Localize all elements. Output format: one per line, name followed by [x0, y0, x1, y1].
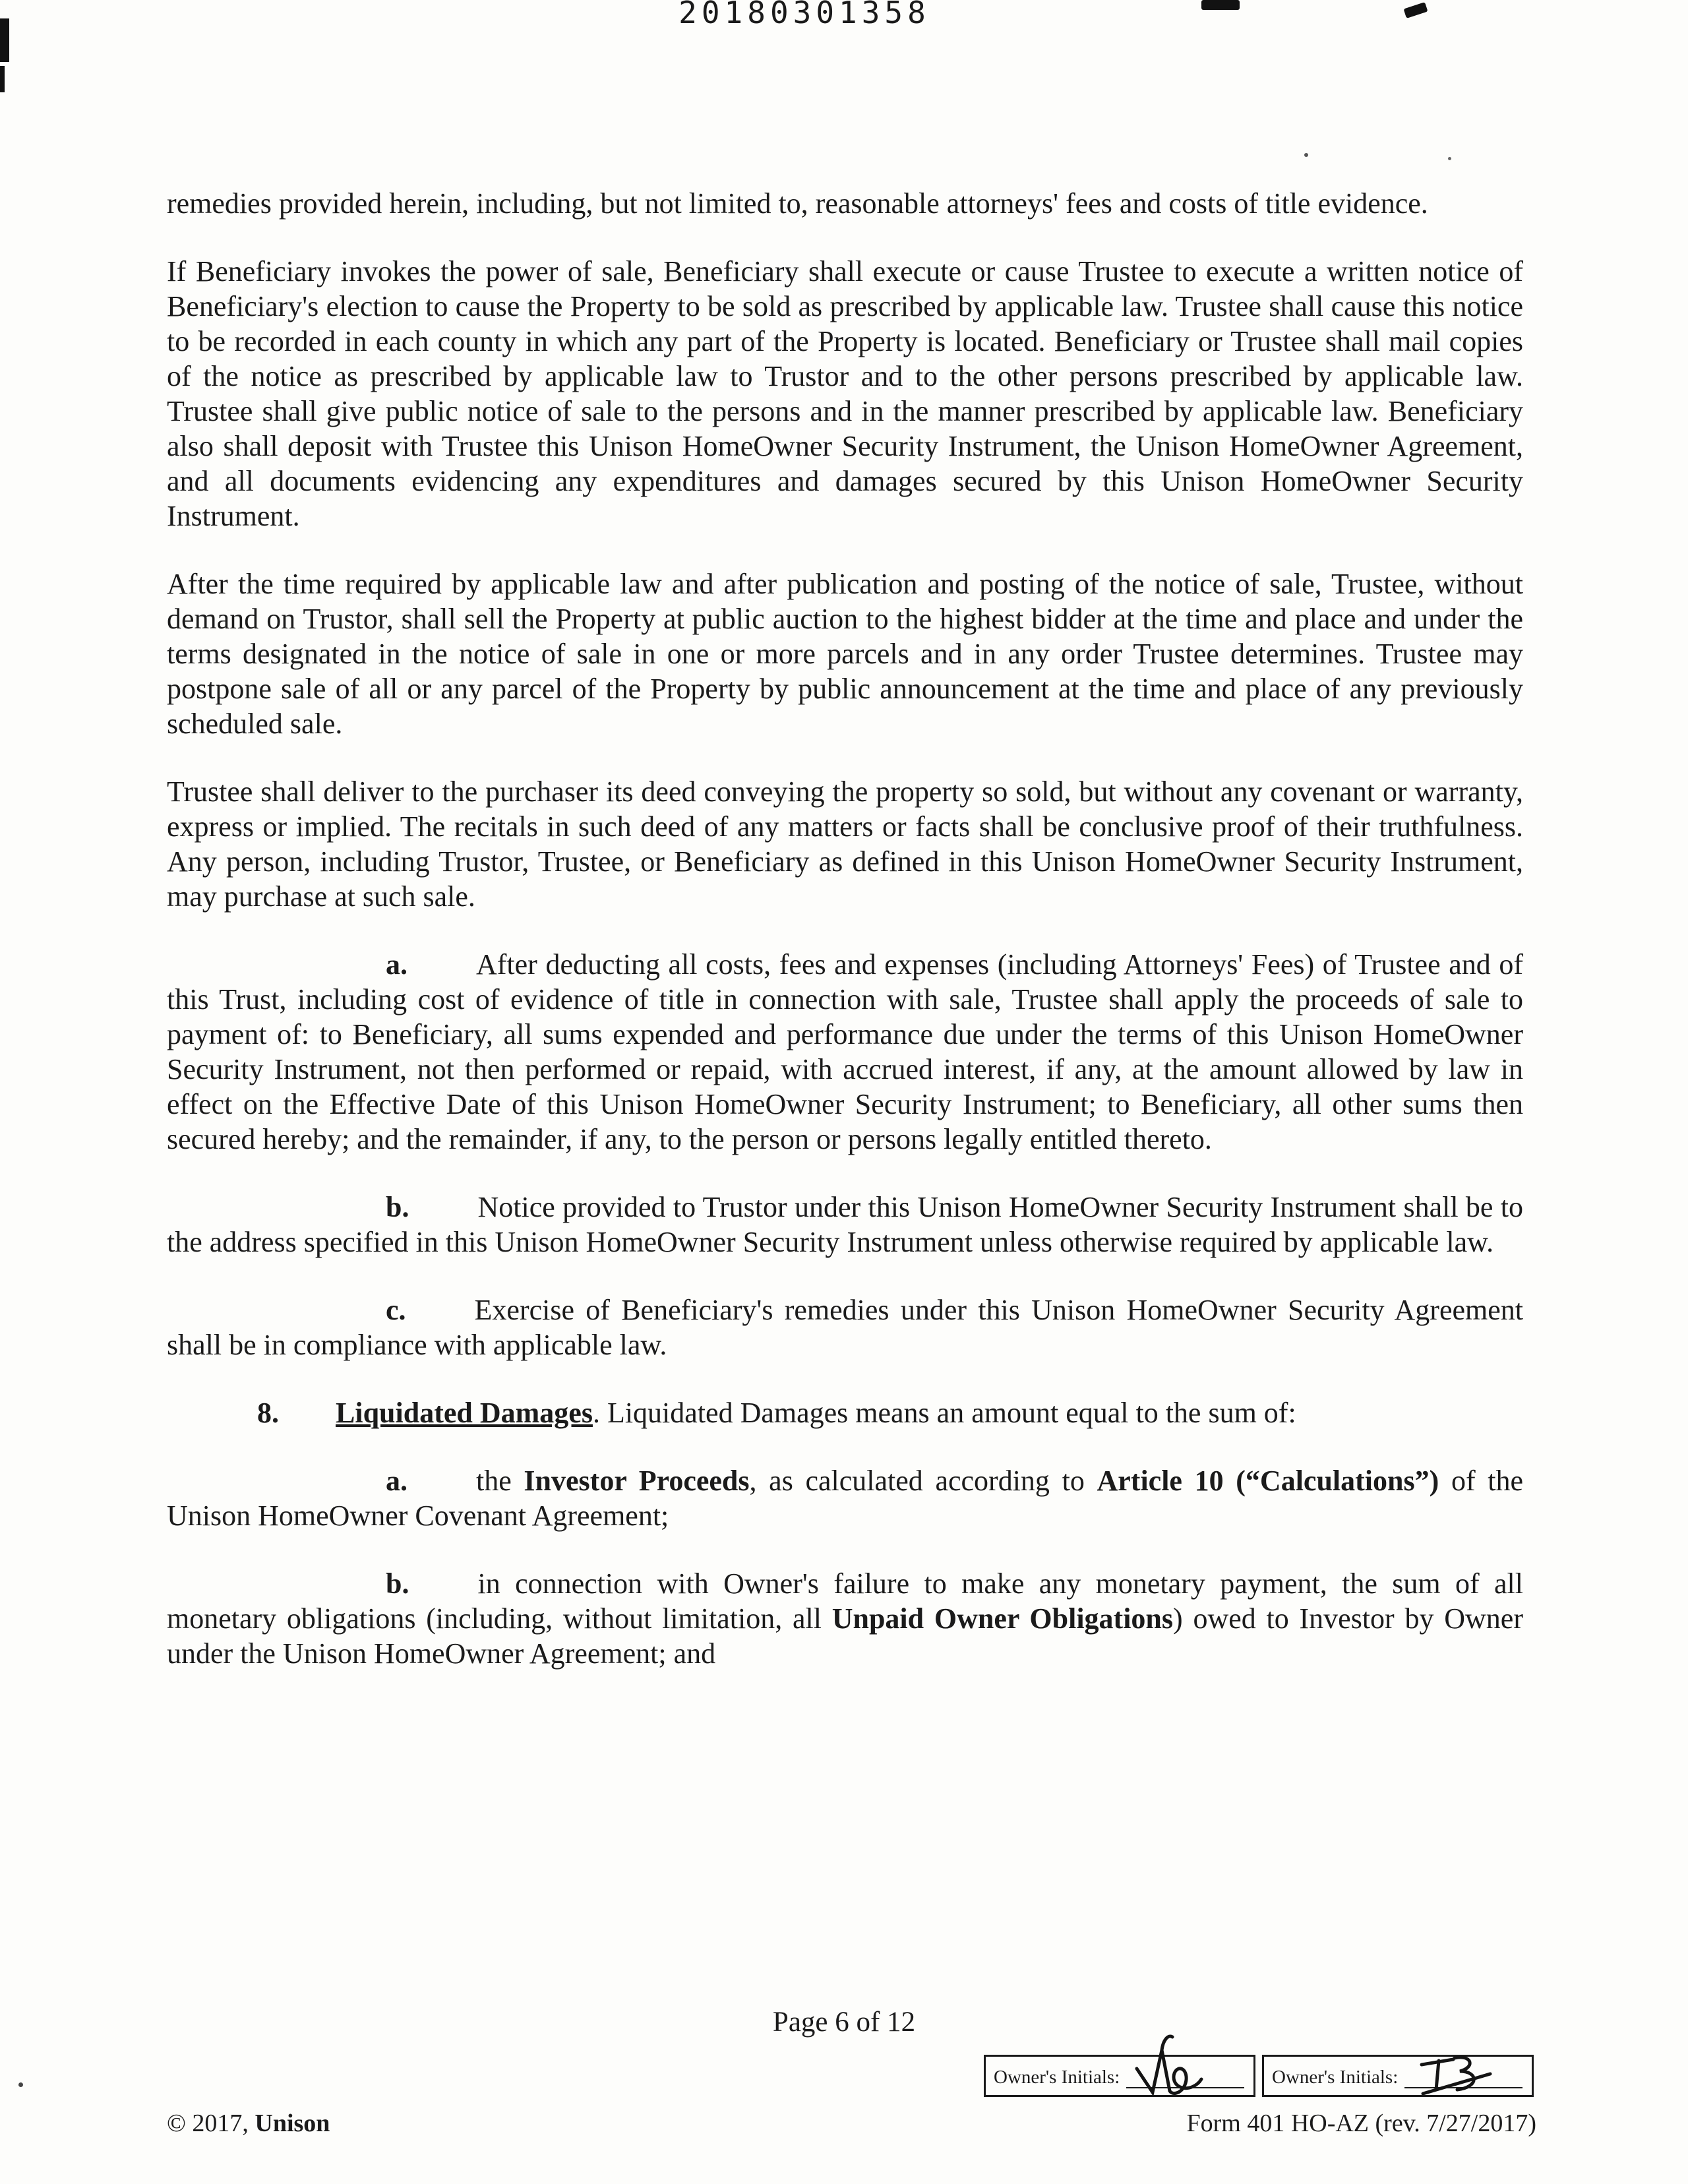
handwritten-initials-signature-1: [1133, 2028, 1225, 2100]
scan-speck: [18, 2082, 23, 2087]
handwritten-initials-signature-2: [1416, 2050, 1515, 2103]
scan-artifact-left-bar-2: [0, 66, 5, 92]
form-number: Form 401 HO-AZ (rev. 7/27/2017): [1186, 2109, 1536, 2137]
defined-term: Article 10 (“Calculations”): [1097, 1465, 1439, 1497]
item-text: Notice provided to Trustor under this Unison HomeOwner Security Instrument shall be to the address specified in this Unison HomeOwner Security Instrument unless otherwise required by applicable law.: [167, 1191, 1523, 1258]
item-text: Exercise of Beneficiary's remedies under this Unison HomeOwner Security Agreement shall be in compliance with applicable law.: [167, 1294, 1523, 1361]
item-label: b.: [386, 1567, 409, 1600]
paragraph-remedies: [167, 186, 1523, 221]
owner-initials-label-2: Owner's Initials:: [1272, 2067, 1399, 2088]
paragraph-text: remedies provided herein, including, but not limited to, reasonable attorneys' fees and costs of title evidence.: [167, 187, 1428, 220]
copyright-year: © 2017,: [167, 2109, 255, 2137]
item-text: ) owed to Investor by Owner under the Unison HomeOwner Agreement; and: [167, 1602, 1523, 1670]
item-label: a.: [386, 1465, 407, 1497]
copyright-notice: [167, 2109, 330, 2138]
item-label: a.: [386, 948, 407, 981]
owner-initials-label-1: Owner's Initials:: [994, 2067, 1120, 2088]
defined-term: Unpaid Owner Obligations: [831, 1602, 1174, 1635]
paragraph-deed-delivery: [167, 774, 1523, 914]
owner-initials-box-1: [984, 2055, 1255, 2097]
section-8-heading: [167, 1395, 1523, 1430]
subitem-c: [167, 1292, 1523, 1362]
owner-initials-line-2: [1404, 2069, 1522, 2088]
defined-term: Investor Proceeds: [524, 1465, 750, 1497]
item-label: c.: [386, 1294, 406, 1326]
owner-initials-line-1: [1126, 2069, 1244, 2088]
scan-speck: [1448, 157, 1451, 160]
owner-initials-box-2: [1262, 2055, 1534, 2097]
section-number: 8.: [257, 1397, 279, 1429]
paragraph-text: If Beneficiary invokes the power of sale, Beneficiary shall execute or cause Trustee to execute a written notice of Beneficiary's election to cause the Property to be sold as prescribed by applicable law. Trustee shall cause this notice to be recorded in each county in which any part of the Property is located. Beneficiary or Trustee shall mail copies of the notice as prescribed by applicable law to Trustor and to the other persons prescribed by applicable law. Trustee shall give public notice of sale to the persons and in the manner prescribed by applicable law. Beneficiary also shall deposit with Trustee this Unison HomeOwner Security Instrument, the Unison HomeOwner Agreement, and all documents evidencing any expenditures and damages secured by this Unison HomeOwner Security Instrument.: [167, 255, 1523, 532]
page-number: Page 6 of 12: [772, 2007, 916, 2038]
recording-number: 20180301358: [678, 0, 930, 30]
item-text: of the Unison HomeOwner Covenant Agreement;: [167, 1465, 1524, 1532]
item-text: , as calculated according to: [749, 1465, 1097, 1497]
copyright-brand: Unison: [255, 2109, 330, 2137]
document-body: [167, 186, 1523, 1671]
scan-speck: [1304, 153, 1308, 157]
subitem-8b: [167, 1566, 1523, 1671]
section-title: Liquidated Damages: [336, 1397, 593, 1429]
paragraph-text: After the time required by applicable law and after publication and posting of the notice of sale, Trustee, without demand on Trustor, shall sell the Property at public auction to the highest bidder at the time and place and under the terms designated in the notice of sale in one or more parcels and in any order Trustee determines. Trustee may postpone sale of all or any parcel of the Property by public announcement at the time and place of any previously scheduled sale.: [167, 568, 1523, 740]
item-text: After deducting all costs, fees and expenses (including Attorneys' Fees) of Trustee and of this Trust, including cost of evidence of title in connection with sale, Trustee shall apply the proceeds of sale to payment of: to Beneficiary, all sums expended and performance due under the terms of this Unison HomeOwner Security Instrument, not then performed or repaid, with accrued interest, if any, at the amount allowed by law in effect on the Effective Date of this Unison HomeOwner Security Instrument; to Beneficiary, all other sums then secured hereby; and the remainder, if any, to the person or persons legally entitled thereto.: [167, 948, 1523, 1155]
item-text: in connection with Owner's failure to make any monetary payment, the sum of all monetary obligations (including, without limitation, all: [167, 1567, 1523, 1635]
subitem-b: [167, 1190, 1523, 1259]
item-text: the: [476, 1465, 524, 1497]
section-text: . Liquidated Damages means an amount equal to the sum of:: [592, 1397, 1296, 1429]
item-label: b.: [386, 1191, 409, 1223]
subitem-8a: [167, 1463, 1523, 1533]
paragraph-public-auction: [167, 566, 1523, 741]
subitem-a: [167, 947, 1523, 1157]
paragraph-text: Trustee shall deliver to the purchaser its deed conveying the property so sold, but without any covenant or warranty, express or implied. The recitals in such deed of any matters or facts shall be conclusive proof of their truthfulness. Any person, including Trustor, Trustee, or Beneficiary as defined in this Unison HomeOwner Security Instrument, may purchase at such sale.: [167, 775, 1523, 913]
paragraph-power-of-sale: [167, 254, 1523, 533]
owner-initials-table: [984, 2055, 1534, 2097]
